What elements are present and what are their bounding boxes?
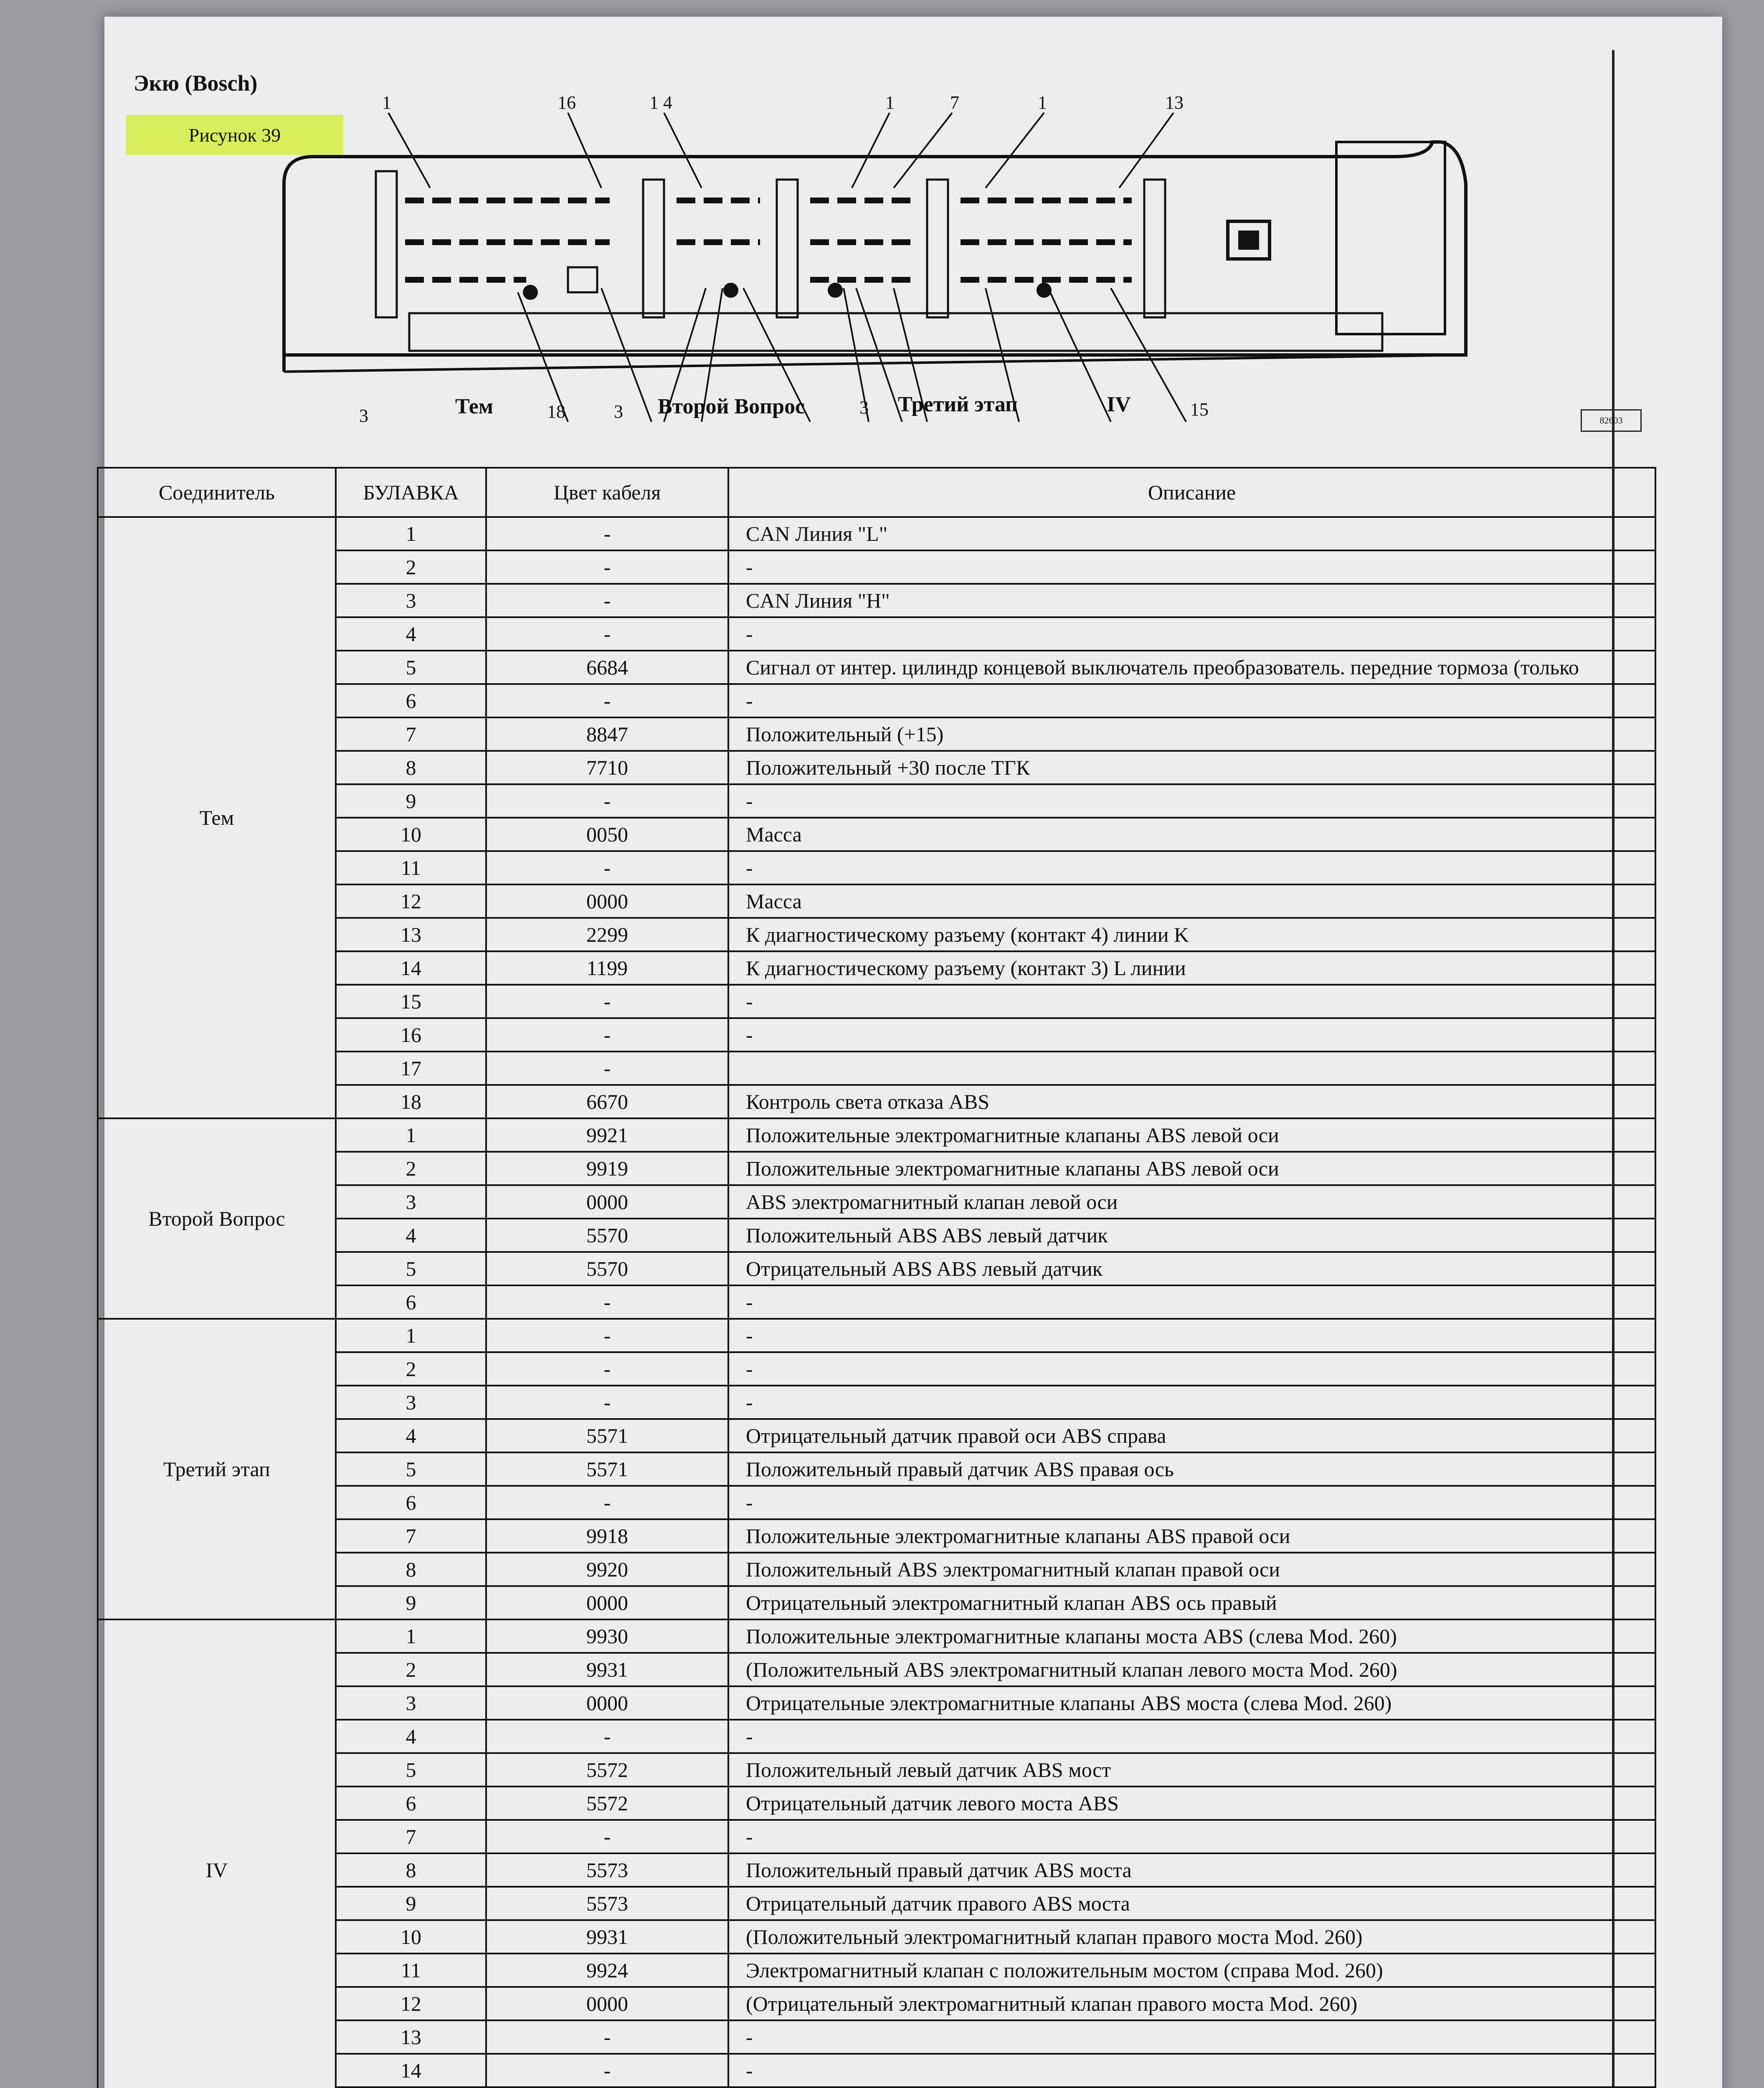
pin-description: - [728,617,1655,651]
pin-number: 6 [336,684,486,717]
connector-name: Второй Вопрос [98,1118,336,1319]
pin-number: 2 [336,1152,486,1185]
pin-description: Отрицательный датчик правого ABS моста [728,1887,1655,1920]
pin-number: 2 [336,550,486,584]
diagram-label-pin-3a: 3 [359,405,368,426]
header-cable-color: Цвет кабеля [486,468,728,517]
pin-number: 12 [336,1987,486,2020]
diagram-label-pin-1: 1 [382,92,391,113]
pin-number: 4 [336,1419,486,1452]
cable-color: - [486,1018,728,1052]
pin-description: Контроль света отказа ABS [728,1085,1655,1118]
diagram-label-pin-16: 16 [558,92,576,113]
pin-description: Отрицательный ABS ABS левый датчик [728,1252,1655,1285]
pin-number: 15 [336,985,486,1018]
cable-color: 1199 [486,951,728,985]
pin-description: - [728,1820,1655,1853]
cable-color: 2299 [486,918,728,951]
pin-number: 4 [336,1219,486,1252]
pin-number: 7 [336,717,486,751]
header-description: Описание [728,468,1655,517]
pin-description: - [728,985,1655,1018]
cable-color: 9918 [486,1519,728,1553]
figure-code: 82603 [1581,409,1642,432]
pin-number: 8 [336,751,486,784]
pin-description: - [728,851,1655,884]
diagram-label-pin-15: 15 [1190,399,1209,420]
pin-description: - [728,1720,1655,1753]
cable-color: 6670 [486,1085,728,1118]
pin-number: 18 [336,1085,486,1118]
pin-number: 3 [336,1686,486,1720]
cable-color: - [486,617,728,651]
pin-description: Электромагнитный клапан с положительным мостом (справа Mod. 260) [728,1954,1655,1987]
pin-number: 13 [336,2020,486,2054]
pin-number: 6 [336,1486,486,1519]
diagram-label-conn-4: IV [1107,393,1131,416]
pin-description: - [728,2020,1655,2054]
cable-color: 0000 [486,1686,728,1720]
cable-color: 5570 [486,1252,728,1285]
pin-description: Отрицательный электромагнитный клапан ABS ось правый [728,1586,1655,1619]
pin-description: Положительный левый датчик ABS мост [728,1753,1655,1786]
figure-label: Рисунок 39 [126,115,343,155]
pin-description: Отрицательный датчик левого моста ABS [728,1786,1655,1820]
header-pin: БУЛАВКА [336,468,486,517]
pin-number: 1 [336,1619,486,1653]
diagram-label-pin-14: 1 4 [649,92,672,113]
cable-color: 5571 [486,1452,728,1486]
table-row [98,517,1655,550]
cable-color: 5573 [486,1887,728,1920]
pin-description: - [728,1486,1655,1519]
cable-color: - [486,1052,728,1085]
pin-number: 10 [336,818,486,851]
diagram-label-conn-2: Второй Вопрос [658,395,805,418]
cable-color: 9919 [486,1152,728,1185]
cable-color: 9920 [486,1553,728,1586]
pin-number: 5 [336,1753,486,1786]
table-header-row [98,468,1655,517]
connector-name: IV [98,1619,336,2088]
diagram-label-pin-1c: 1 [1038,92,1047,113]
pin-number: 12 [336,884,486,918]
table-row [98,1118,1655,1152]
cable-color: - [486,584,728,617]
diagram-label-pin-13: 13 [1165,92,1184,113]
cable-color: - [486,1386,728,1419]
pin-description: (Положительный ABS электромагнитный клапан левого моста Mod. 260) [728,1653,1655,1686]
pin-description: Положительные электромагнитные клапаны ABS левой оси [728,1152,1655,1185]
pinout-table [97,467,1656,2088]
cable-color: - [486,1352,728,1386]
cable-color: 5573 [486,1853,728,1887]
pin-number: 4 [336,1720,486,1753]
table-row [98,1619,1655,1653]
pin-number: 11 [336,851,486,884]
pin-description: Положительные электромагнитные клапаны моста ABS (слева Mod. 260) [728,1619,1655,1653]
pin-number: 1 [336,1118,486,1152]
cable-color: - [486,684,728,717]
diagram-label-pin-7: 7 [950,92,959,113]
cable-color: 0000 [486,1185,728,1219]
connector-name: Тем [98,517,336,1118]
pin-number: 8 [336,1553,486,1586]
cable-color: 9930 [486,1619,728,1653]
cable-color: 0050 [486,818,728,851]
cable-color: 8847 [486,717,728,751]
diagram-label-conn-3: Третий этап [898,393,1018,416]
cable-color: - [486,851,728,884]
cable-color: 5572 [486,1786,728,1820]
cable-color: 5570 [486,1219,728,1252]
pin-number: 9 [336,784,486,818]
pin-number: 3 [336,584,486,617]
pin-number: 7 [336,1519,486,1553]
pin-description: ABS электромагнитный клапан левой оси [728,1185,1655,1219]
pin-description: Положительный ABS электромагнитный клапан правой оси [728,1553,1655,1586]
cable-color: - [486,1319,728,1352]
pin-number: 1 [336,1319,486,1352]
cable-color: 9931 [486,1920,728,1954]
pin-description: - [728,684,1655,717]
pin-number: 2 [336,1352,486,1386]
pin-number: 9 [336,1887,486,1920]
pin-description: Отрицательный датчик правой оси ABS справа [728,1419,1655,1452]
pin-description: Положительные электромагнитные клапаны ABS правой оси [728,1519,1655,1553]
table-row [98,1319,1655,1352]
pin-description: - [728,1285,1655,1319]
pin-number: 7 [336,1820,486,1853]
pin-number: 5 [336,1252,486,1285]
cable-color: - [486,985,728,1018]
pin-number: 9 [336,1586,486,1619]
pin-description: Положительный правый датчик ABS правая ось [728,1452,1655,1486]
pin-description: CAN Линия "L" [728,517,1655,550]
cable-color: 0000 [486,1987,728,2020]
pin-description: Положительные электромагнитные клапаны ABS левой оси [728,1118,1655,1152]
cable-color: - [486,550,728,584]
pin-description: Отрицательные электромагнитные клапаны ABS моста (слева Mod. 260) [728,1686,1655,1720]
diagram-label-pin-1b: 1 [885,92,895,113]
pin-number: 14 [336,2054,486,2087]
document-title: Экю (Bosch) [134,71,258,96]
pin-number: 3 [336,1386,486,1419]
pin-number: 1 [336,517,486,550]
cable-color: 0000 [486,884,728,918]
cable-color: - [486,1486,728,1519]
cable-color: - [486,2054,728,2087]
pin-description: Масса [728,884,1655,918]
pin-number: 5 [336,651,486,684]
pin-description: (Отрицательный электромагнитный клапан правого моста Mod. 260) [728,1987,1655,2020]
pin-description: - [728,1386,1655,1419]
pin-description [728,1052,1655,1085]
cable-color: 9924 [486,1954,728,1987]
diagram-label-pin-18: 18 [547,401,565,422]
ecu-connector-diagram [267,79,1503,438]
cable-color: 9931 [486,1653,728,1686]
diagram-label-conn-1: Тем [455,395,494,418]
cable-color: - [486,2020,728,2054]
pin-number: 4 [336,617,486,651]
pin-description: - [728,550,1655,584]
pin-description: Положительный ABS ABS левый датчик [728,1219,1655,1252]
cable-color: 0000 [486,1586,728,1619]
diagram-label-pin-3c: 3 [859,397,869,418]
diagram-label-pin-3b: 3 [614,401,623,422]
pin-number: 11 [336,1954,486,1987]
pin-number: 10 [336,1920,486,1954]
pin-description: - [728,1352,1655,1386]
pin-number: 16 [336,1018,486,1052]
header-connector: Соединитель [98,468,336,517]
pin-number: 17 [336,1052,486,1085]
pin-description: CAN Линия "H" [728,584,1655,617]
cable-color: 5571 [486,1419,728,1452]
pin-description: Положительный +30 после ТГК [728,751,1655,784]
pinout-table-body [98,517,1655,2088]
cable-color: - [486,1820,728,1853]
pin-number: 8 [336,1853,486,1887]
pin-description: Положительный (+15) [728,717,1655,751]
connector-name: Третий этап [98,1319,336,1619]
cable-color: 6684 [486,651,728,684]
pin-number: 6 [336,1285,486,1319]
pin-description: (Положительный электромагнитный клапан правого моста Mod. 260) [728,1920,1655,1954]
pin-number: 6 [336,1786,486,1820]
pin-description: - [728,2054,1655,2087]
cable-color: 5572 [486,1753,728,1786]
cable-color: 7710 [486,751,728,784]
pin-number: 2 [336,1653,486,1686]
pin-number: 5 [336,1452,486,1486]
pin-number: 14 [336,951,486,985]
cable-color: 9921 [486,1118,728,1152]
cable-color: - [486,784,728,818]
pin-description: - [728,1018,1655,1052]
pin-description: Положительный правый датчик ABS моста [728,1853,1655,1887]
pin-number: 3 [336,1185,486,1219]
pin-description: Сигнал от интер. цилиндр концевой выключатель преобразователь. передние тормоза (только [728,651,1655,684]
cable-color: - [486,1720,728,1753]
pin-number: 13 [336,918,486,951]
pin-description: Масса [728,818,1655,851]
cable-color: - [486,1285,728,1319]
pin-description: К диагностическому разъему (контакт 3) L линии [728,951,1655,985]
cable-color: - [486,517,728,550]
pin-description: - [728,1319,1655,1352]
pin-description: К диагностическому разъему (контакт 4) линии K [728,918,1655,951]
pin-description: - [728,784,1655,818]
